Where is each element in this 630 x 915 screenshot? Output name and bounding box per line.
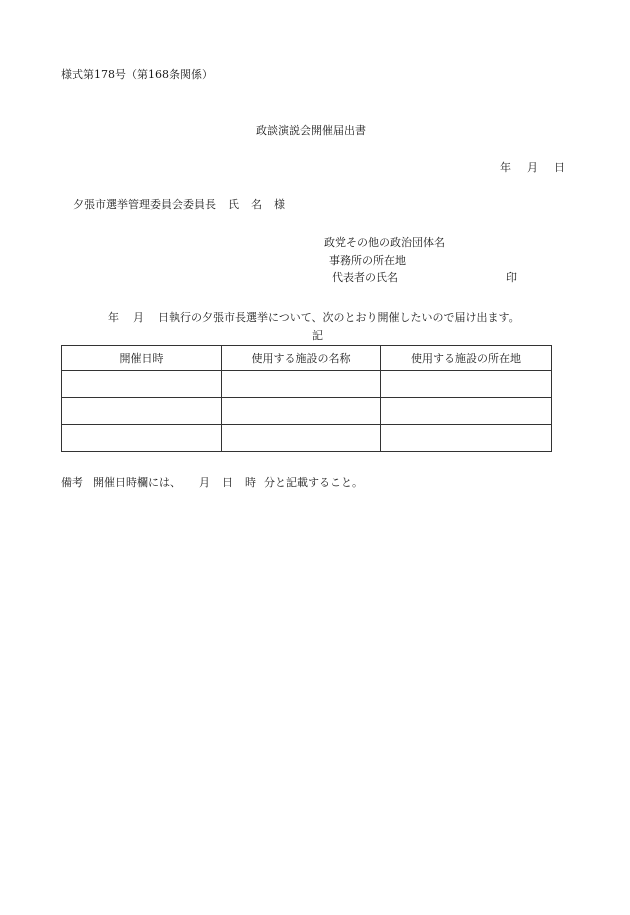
header-datetime: 開催日時 xyxy=(62,346,222,371)
remark-suffix: 分と記載すること。 xyxy=(264,476,363,489)
remark xyxy=(61,477,363,488)
cell-facility-name[interactable] xyxy=(222,425,381,452)
cell-datetime[interactable] xyxy=(62,425,222,452)
cell-facility-name[interactable] xyxy=(222,371,381,398)
ki-mark: 記 xyxy=(312,329,323,342)
cell-facility-name[interactable] xyxy=(222,398,381,425)
date-line xyxy=(500,162,565,173)
seal-mark: 印 xyxy=(506,271,517,284)
body-text xyxy=(108,312,520,323)
date-year: 年 xyxy=(500,161,511,174)
cell-facility-location[interactable] xyxy=(381,398,552,425)
cell-facility-location[interactable] xyxy=(381,425,552,452)
form-number: 様式第178号（第168条関係） xyxy=(61,68,213,81)
table-row xyxy=(62,398,552,425)
remark-day: 日 xyxy=(222,476,233,489)
body-year: 年 xyxy=(108,311,119,324)
remark-label: 備考 xyxy=(61,476,83,489)
body-month: 月 xyxy=(133,311,144,324)
remark-hour: 時 xyxy=(245,476,256,489)
body-sentence: 日執行の夕張市長選挙について、次のとおり開催したいので届け出ます。 xyxy=(158,311,520,324)
document-title: 政談演説会開催届出書 xyxy=(256,124,366,137)
table-row xyxy=(62,371,552,398)
remark-prefix: 開催日時欄には、 xyxy=(93,476,181,489)
addressee xyxy=(73,199,285,210)
date-month: 月 xyxy=(527,161,538,174)
addressee-honorific: 様 xyxy=(274,198,285,211)
addressee-name-2: 名 xyxy=(251,198,262,211)
remark-month: 月 xyxy=(199,476,210,489)
header-facility-location: 使用する施設の所在地 xyxy=(381,346,552,371)
table-row xyxy=(62,425,552,452)
addressee-name-1: 氏 xyxy=(228,198,239,211)
header-facility-name: 使用する施設の名称 xyxy=(222,346,381,371)
table-header-row xyxy=(62,346,552,371)
addressee-committee: 夕張市選挙管理委員会委員長 xyxy=(73,198,216,211)
submitter-office: 事務所の所在地 xyxy=(329,254,406,267)
cell-datetime[interactable] xyxy=(62,398,222,425)
cell-facility-location[interactable] xyxy=(381,371,552,398)
submitter-representative: 代表者の氏名 xyxy=(332,271,398,284)
submitter-org-name: 政党その他の政治団体名 xyxy=(324,236,445,249)
facility-table xyxy=(61,345,552,452)
cell-datetime[interactable] xyxy=(62,371,222,398)
date-day: 日 xyxy=(554,161,565,174)
